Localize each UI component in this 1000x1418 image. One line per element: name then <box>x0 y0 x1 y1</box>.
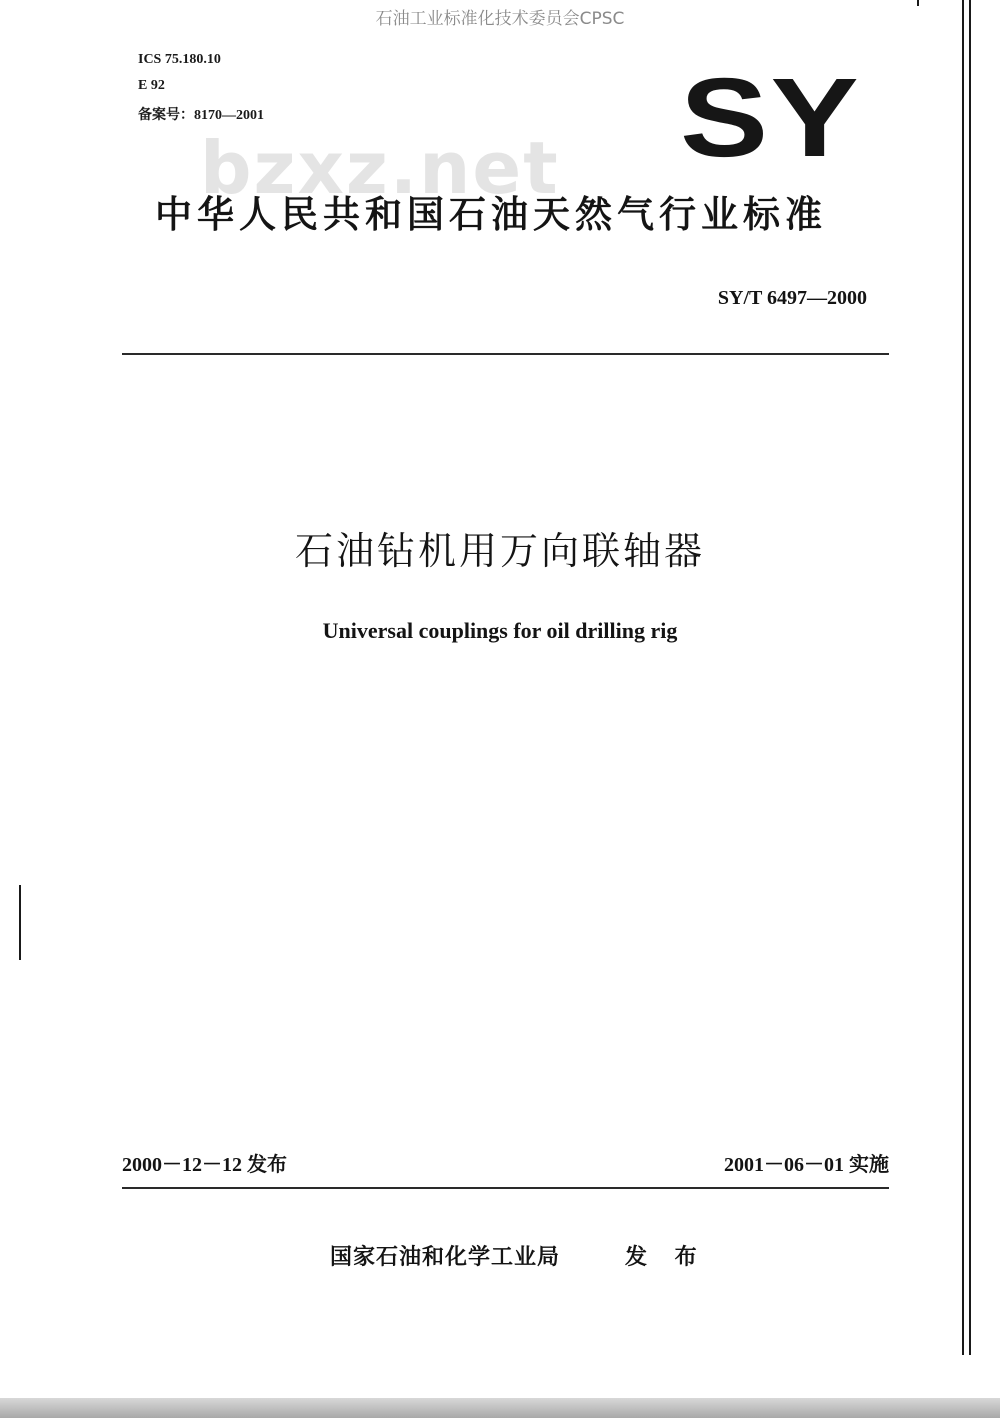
issue-date: 2000－12－12 发布 <box>122 1154 287 1176</box>
bottom-scan-strip <box>0 1398 1000 1418</box>
bottom-divider <box>122 1187 889 1189</box>
site-watermark: bzxz.net <box>200 126 560 210</box>
scan-mark-left <box>19 885 21 960</box>
scan-edge-right-outer <box>969 0 971 1355</box>
header-watermark: 石油工业标准化技术委员会CPSC <box>375 9 625 29</box>
scan-edge-right <box>962 0 964 1355</box>
effective-date: 2001－06－01 实施 <box>724 1154 889 1176</box>
publish-label: 发 布 <box>625 1245 707 1270</box>
sy-logo: SY <box>680 55 862 180</box>
scan-mark-top <box>917 0 919 6</box>
ccs-number: E 92 <box>138 78 165 93</box>
top-divider <box>122 353 889 355</box>
standard-organization: 中华人民共和国石油天然气行业标准 <box>155 193 827 236</box>
title-chinese: 石油钻机用万向联轴器 <box>294 529 705 573</box>
publisher-name: 国家石油和化学工业局 <box>330 1245 561 1270</box>
ics-number: ICS 75.180.10 <box>138 52 221 67</box>
title-english: Universal couplings for oil drilling rig <box>322 618 678 643</box>
standard-code: SY/T 6497—2000 <box>717 287 867 309</box>
record-number: 备案号：8170—2001 <box>138 108 264 123</box>
